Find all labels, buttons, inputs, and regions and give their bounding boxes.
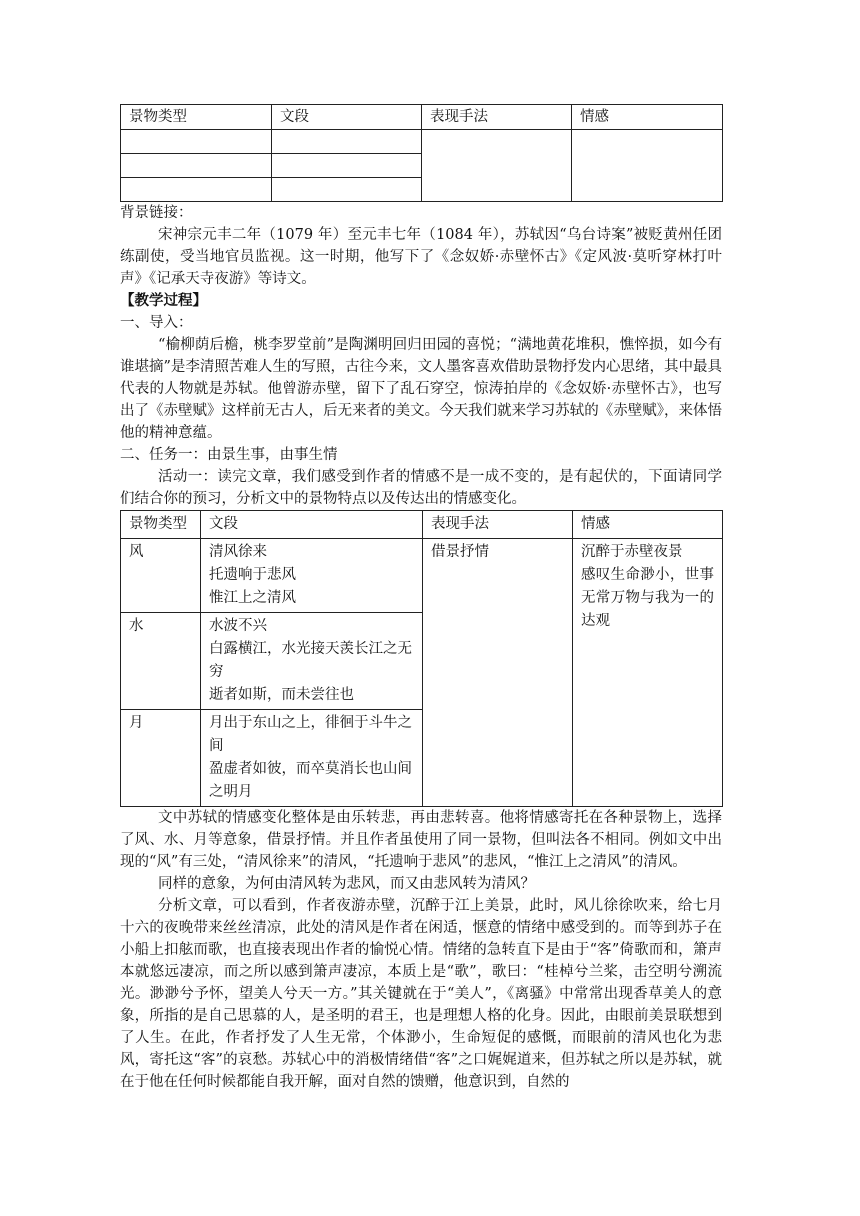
passage-cell <box>201 539 423 613</box>
intro-heading: 一、导入： <box>120 315 193 331</box>
body-paragraph: 同样的意象，为何由清风转为悲风，而又由悲风转为清风？ <box>158 876 535 892</box>
background-label: 背景链接： <box>120 205 193 221</box>
table-row <box>121 539 723 613</box>
passage-line: 月出于东山之上，徘徊于斗牛之间 <box>209 715 412 754</box>
emotion-cell <box>573 539 723 807</box>
emotion-line: 沉醉于赤壁夜景 <box>581 544 683 560</box>
process-heading: 【教学过程】 <box>120 292 207 309</box>
table-cell <box>272 154 422 178</box>
passage-cell <box>201 710 423 807</box>
table-cell <box>121 178 272 202</box>
passage-line: 逝者如斯，而未尝往也 <box>209 687 354 703</box>
background-text: 宋神宗元丰二年（1079 年）至元丰七年（1084 年），苏轼因“乌台诗案”被贬黄州任团练副使，受当地官员监视。这一时期，他写下了《念奴娇·赤壁怀古》《定风波·莫听穿林打叶声》《记承天寺夜游》等诗文。 <box>120 227 722 287</box>
passage-line: 盈虚者如彼，而卒莫消长也山间之明月 <box>209 761 412 800</box>
table-header-cell: 文段 <box>201 511 423 539</box>
table-header-cell: 表现手法 <box>423 511 573 539</box>
passage-line: 白露横江，水光接天羡长江之无穷 <box>209 641 412 680</box>
body-paragraph: 文中苏轼的情感变化整体是由乐转悲，再由悲转喜。他将情感寄托在各种景物上，选择了风、水、月等意象，借景抒情。并且作者虽使用了同一景物，但叫法各不相同。例如文中出现的“风”有三处，“清风徐来”的清风，“托遗响于悲风”的悲风，“惟江上之清风”的清风。 <box>120 810 722 870</box>
table-header-cell: 景物类型 <box>121 511 201 539</box>
scene-type-cell: 月 <box>121 710 201 807</box>
passage-line: 托遗响于悲风 <box>209 567 296 583</box>
table-cell <box>422 130 572 202</box>
table-cell <box>572 130 723 202</box>
table-header-cell: 景物类型 <box>121 105 272 130</box>
table-row <box>121 130 723 154</box>
passage-cell <box>201 613 423 710</box>
table-cell <box>121 130 272 154</box>
intro-text: “榆柳荫后檐，桃李罗堂前”是陶渊明回归田园的喜悦；“满地黄花堆积，憔悴损，如今有谁堪摘”是李清照苦难人生的写照，古往今来，文人墨客喜欢借助景物抒发内心思绪，其中最具代表的人物就是苏轼。他曾游赤壁，留下了乱石穿空，惊涛拍岸的《念奴娇·赤壁怀古》，也写出了《赤壁赋》这样前无古人，后无来者的美文。今天我们就来学习苏轼的《赤壁赋》，来体悟他的精神意蕴。 <box>120 337 722 441</box>
passage-line: 水波不兴 <box>209 618 267 634</box>
task1-activity: 活动一：读完文章，我们感受到作者的情感不是一成不变的，是有起伏的，下面请同学们结合你的预习，分析文中的景物特点以及传达出的情感变化。 <box>120 469 722 507</box>
table-cell <box>272 130 422 154</box>
analysis-table <box>120 510 723 807</box>
table-cell <box>272 178 422 202</box>
table-header-cell: 表现手法 <box>422 105 572 130</box>
technique-cell <box>423 539 573 807</box>
scene-type-cell: 风 <box>121 539 201 613</box>
table-header-cell: 情感 <box>572 105 723 130</box>
body-paragraph: 分析文章，可以看到，作者夜游赤壁，沉醉于江上美景，此时，风儿徐徐吹来，给七月十六的夜晚带来丝丝清凉，此处的清风是作者在闲适，惬意的情绪中感受到的。而等到苏子在小船上扣舷而歌，也直接表现出作者的愉悦心情。情绪的急转直下是由于“客”倚歌而和，箫声本就悠远凄凉，而之所以感到箫声凄凉，本质上是“歌”，歌曰：“桂棹兮兰桨，击空明兮溯流光。渺渺兮予怀，望美人兮天一方。”其关键就在于“美人”，《离骚》中常常出现香草美人的意象，所指的是自己思慕的人，是圣明的君王，也是理想人格的化身。因此，由眼前美景联想到了人生。在此，作者抒发了人生无常，个体渺小，生命短促的感慨，而眼前的清风也化为悲风，寄托这“客”的哀愁。苏轼心中的消极情绪借“客”之口娓娓道来，但苏轼之所以是苏轼，就在于他在任何时候都能自我开解，面对自然的馈赠，他意识到，自然的 <box>120 898 722 1090</box>
table-cell <box>121 154 272 178</box>
scene-type-cell: 水 <box>121 613 201 710</box>
passage-line: 清风徐来 <box>209 544 267 560</box>
blank-table <box>120 104 723 202</box>
table-header-cell: 文段 <box>272 105 422 130</box>
table-header-cell: 情感 <box>573 511 723 539</box>
technique-text: 借景抒情 <box>431 544 489 560</box>
document-page <box>120 104 722 1093</box>
table-header-row <box>121 105 723 130</box>
passage-line: 惟江上之清风 <box>209 590 296 606</box>
emotion-line: 感叹生命渺小，世事无常万物与我为一的达观 <box>581 567 714 629</box>
table-header-row <box>121 511 723 539</box>
task1-heading: 二、任务一：由景生事，由事生情 <box>120 447 338 463</box>
